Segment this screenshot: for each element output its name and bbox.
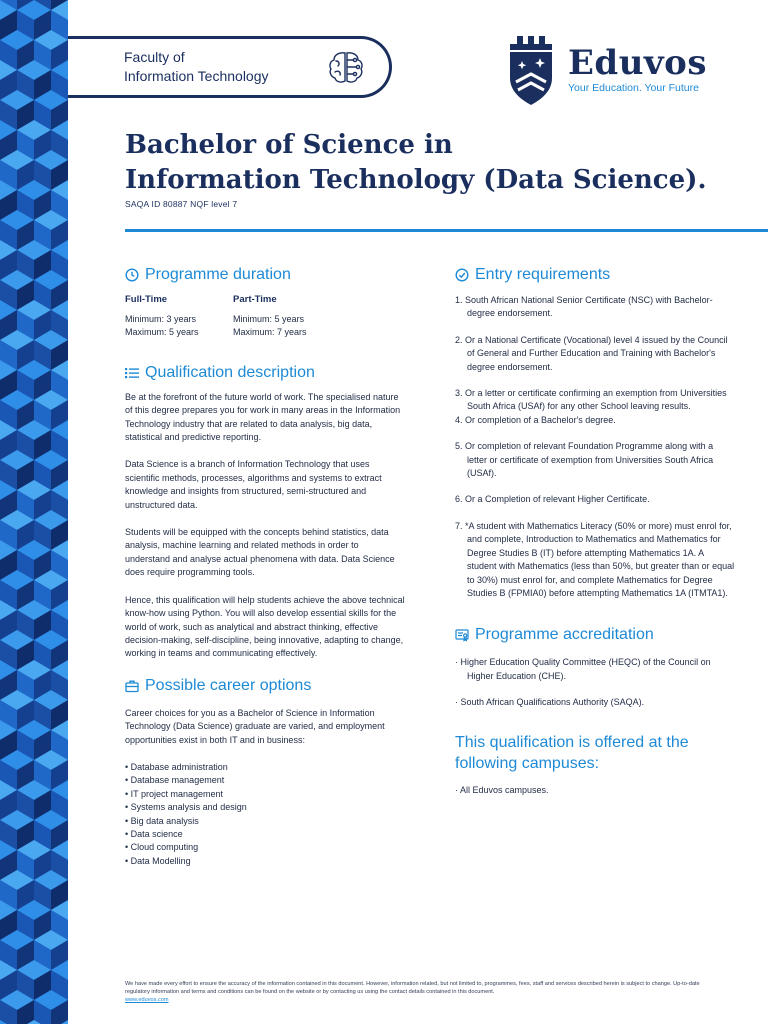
campuses-text: · All Eduvos campuses.: [455, 784, 549, 795]
left-column: [125, 264, 405, 868]
full-time-column: [125, 294, 233, 340]
list-item: • Big data analysis: [125, 815, 199, 826]
certificate-icon: [455, 628, 469, 642]
website-link[interactable]: www.eduvos.com: [125, 997, 169, 1003]
list-item: 5. Or completion of relevant Foundation Programme along with a letter or certificate of exemption from Universities South Africa (USAf).: [455, 441, 714, 479]
list-item: · Higher Education Quality Committee (HEQC) of the Council on Higher Education (CHE).: [455, 657, 711, 681]
qualification-description: [125, 391, 405, 661]
part-time-column: [233, 294, 341, 340]
entry-heading-text: Entry requirements: [475, 266, 611, 283]
faculty-line-1: Faculty of: [124, 49, 185, 65]
duration-heading-text: Programme duration: [145, 266, 291, 283]
disclaimer-footer: [125, 980, 725, 1004]
faculty-name: [124, 48, 269, 86]
list-item: • Database management: [125, 775, 225, 786]
title-divider: [125, 229, 768, 232]
qualification-paragraph: Be at the forefront of the future world of work. The specialised nature of this degree prepares you for work in many areas in the Information Technology industry that are related to data analysis, big data, statistical and predictive reporting.: [125, 391, 401, 443]
faculty-line-2: Information Technology: [124, 68, 269, 84]
qualification-paragraph: Students will be equipped with the concepts behind statistics, data analysis, machine learning and related methods in order to understand and analyse actual phenomena with data. Data Science does require programming tools.: [125, 527, 395, 578]
qualification-heading: [125, 362, 405, 384]
list-item: • Cloud computing: [125, 842, 199, 853]
list-item: 1. South African National Senior Certificate (NSC) with Bachelor-degree endorsement.: [455, 295, 713, 319]
list-item: • Database administration: [125, 761, 228, 772]
part-time-min: Minimum: 5 years: [233, 314, 305, 324]
duration-table: [125, 294, 405, 340]
list-item: 4. Or completion of a Bachelor's degree.: [455, 414, 616, 425]
list-item: • Data Modelling: [125, 855, 191, 866]
logo-name: Eduvos: [568, 43, 707, 83]
entry-requirements-list: [455, 294, 735, 600]
list-icon: [125, 366, 139, 380]
campuses-heading: This qualification is offered at the following campuses:: [455, 733, 689, 772]
list-item: • IT project management: [125, 788, 224, 799]
list-item: · South African Qualifications Authority (SAQA).: [455, 697, 645, 708]
careers-heading: [125, 675, 405, 697]
shield-crest-icon: [508, 36, 554, 106]
full-time-label: Full-Time: [125, 294, 168, 305]
duration-heading: [125, 264, 405, 286]
careers-list: [125, 761, 405, 868]
qualification-heading-text: Qualification description: [145, 363, 315, 381]
list-item: 2. Or a National Certificate (Vocational) level 4 issued by the Council of General and Further Education and Training with Bachelor's degree endorsement.: [455, 334, 728, 372]
list-item: 7. *A student with Mathematics Literacy (50% or more) must enrol for, and complete, Introduction to Mathematics and Mathematics for Degree Studies B (IT) before attempting Mathematics 1A. A student with Mathematics (less than 50%, but greater than or equal to 30%) must enrol for, and complete Mathematics for Degree Studies B (FPMIA0) before attempting Mathematics 1A (ITMTA1).: [455, 520, 735, 598]
careers-intro: Career choices for you as a Bachelor of Science in Information Technology (Data Science) graduate are varied, and employment opportunities exist in both IT and in business:: [125, 707, 385, 745]
entry-heading: [455, 264, 735, 286]
list-item: 3. Or a letter or certificate confirming an exemption from Universities South Africa (USAf) for any other School leaving results.: [455, 388, 727, 412]
careers-heading-text: Possible career options: [145, 676, 312, 694]
full-time-max: Maximum: 5 years: [125, 327, 199, 338]
page-title: [125, 128, 725, 198]
qualification-paragraph: Hence, this qualification will help students achieve the above technical know-how using Python. You will also develop essential skills for the world of work, such as analytical and abstract thinking, effective decision-making, self-discipline, being innovative, adapting to change, working in teams and communicating effectively.: [125, 594, 405, 659]
disclaimer-text: We have made every effort to ensure the accuracy of the information contained in this document. However, information related, but not limited to, programmes, fees, staff and services described herein is subject to change. Up-to-date regulatory information and terms and conditions can be found on the website or by contacting us using the contact details contained in this document.: [125, 981, 700, 995]
full-time-min: Minimum: 3 years: [125, 314, 197, 324]
saqa-id: SAQA ID 80887 NQF level 7: [125, 199, 238, 209]
part-time-max: Maximum: 7 years: [233, 327, 307, 338]
accreditation-heading-text: Programme accreditation: [475, 626, 654, 644]
part-time-label: Part-Time: [233, 294, 277, 305]
faculty-badge: [68, 36, 392, 98]
accreditation-list: [455, 656, 735, 709]
careers-section: [125, 707, 405, 868]
title-line-2: Information Technology (Data Science).: [125, 165, 707, 195]
decorative-cube-strip: [0, 0, 68, 1024]
check-circle-icon: [455, 268, 469, 282]
accreditation-heading: [455, 624, 735, 646]
clock-icon: [125, 268, 139, 282]
brain-circuit-icon: [325, 46, 367, 88]
qualification-paragraph: Data Science is a branch of Information Technology that uses scientific methods, processes, algorithms and systems to extract knowledge and insights from structured, semi-structured and unstructured data.: [125, 459, 382, 510]
eduvos-logo[interactable]: [508, 36, 707, 106]
list-item: • Data science: [125, 828, 183, 839]
briefcase-icon: [125, 679, 139, 693]
right-column: [455, 264, 735, 797]
logo-wordmark: [568, 43, 707, 94]
logo-tagline: Your Education. Your Future: [568, 82, 699, 94]
title-line-1: Bachelor of Science in: [125, 130, 453, 160]
list-item: 6. Or a Completion of relevant Higher Certificate.: [455, 494, 650, 505]
list-item: • Systems analysis and design: [125, 802, 247, 813]
